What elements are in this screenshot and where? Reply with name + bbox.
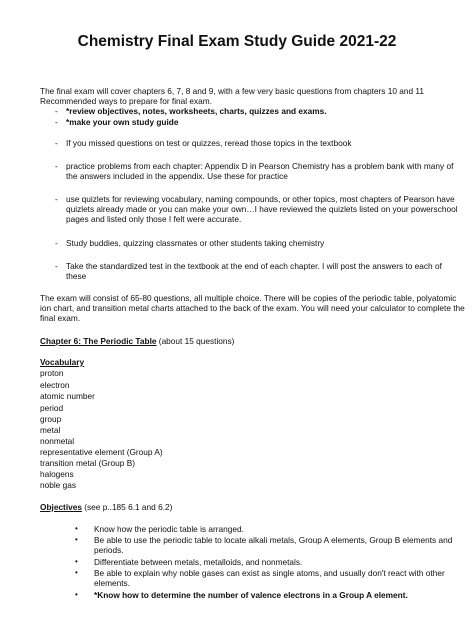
vocab-term: transition metal (Group B) [40,458,135,468]
dash-marker: - [55,161,58,171]
objectives-note: (see p..185 6.1 and 6.2) [81,502,173,512]
chapter-6-heading-line [40,336,234,346]
objectives-heading: Objectives [40,502,82,512]
objective-item: Differentiate between metals, metalloids, and nonmetals. [94,557,303,567]
objective-item: Be able to use the periodic table to locate alkali metals, Group A elements, Group B elements and periods. [94,535,453,555]
dash-item-review: *review objectives, notes, worksheets, charts, quizzes and exams. [66,106,327,116]
document-title: Chemistry Final Exam Study Guide 2021-22 [77,33,397,50]
chapter-6-heading: Chapter 6: The Periodic Table [40,336,157,346]
objective-item-valence: *Know how to determine the number of valence electrons in a Group A element. [94,590,408,600]
bullet-marker: • [75,590,78,599]
dash-marker: - [55,261,58,271]
vocab-term: metal [40,425,61,435]
vocab-term: atomic number [40,391,95,401]
vocab-term: electron [40,380,70,390]
vocab-term: proton [40,368,64,378]
dash-item-study-buddies: Study buddies, quizzing classmates or other students taking chemistry [66,238,325,248]
bullet-marker: • [75,524,78,533]
dash-item-standardized-test: Take the standardized test in the textbook at the end of each chapter. I will post the answers to each of these [66,261,442,281]
chapter-6-note: (about 15 questions) [156,336,235,346]
vocab-term: halogens [40,469,74,479]
vocab-term: group [40,414,62,424]
objectives-heading-line [40,502,172,512]
intro-line-2: Recommended ways to prepare for final exam. [40,96,213,106]
dash-marker: - [55,194,58,204]
vocabulary-heading: Vocabulary [40,357,85,367]
dash-marker: - [55,117,58,127]
dash-item-quizlets: use quizlets for reviewing vocabulary, naming compounds, or other topics, most chapters of Pearson have quizlets already made or you can make your own…I have reviewed the quizlets listed on your powerschool pages and listed only those I felt were accurate. [66,194,458,224]
bullet-marker: • [75,557,78,566]
vocab-term: nonmetal [40,436,75,446]
dash-item-reread: If you missed questions on test or quizzes, reread those topics in the textbook [66,138,352,148]
intro-line-1: The final exam will cover chapters 6, 7, 8 and 9, with a few very basic questions from chapters 10 and 11 [40,86,425,96]
dash-item-practice: practice problems from each chapter: Appendix D in Pearson Chemistry has a problem bank with many of the answers included in the appendix. Use these for practice [66,161,454,181]
dash-marker: - [55,106,58,116]
bullet-marker: • [75,568,78,577]
dash-marker: - [55,238,58,248]
bullet-marker: • [75,535,78,544]
exam-info-paragraph: The exam will consist of 65-80 questions, all multiple choice. There will be copies of the periodic table, polyatomic ion chart, and transition metal charts attached to the back of the exam. You will need your calculator to complete the final exam. [40,293,465,323]
objective-item: Be able to explain why noble gases can exist as single atoms, and usually don't react with other elements. [94,568,445,588]
dash-item-study-guide: *make your own study guide [66,117,179,127]
vocab-term: representative element (Group A) [40,447,163,457]
vocab-term: period [40,403,64,413]
dash-marker: - [55,138,58,148]
vocab-term: noble gas [40,480,76,490]
objective-item: Know how the periodic table is arranged. [94,524,244,534]
